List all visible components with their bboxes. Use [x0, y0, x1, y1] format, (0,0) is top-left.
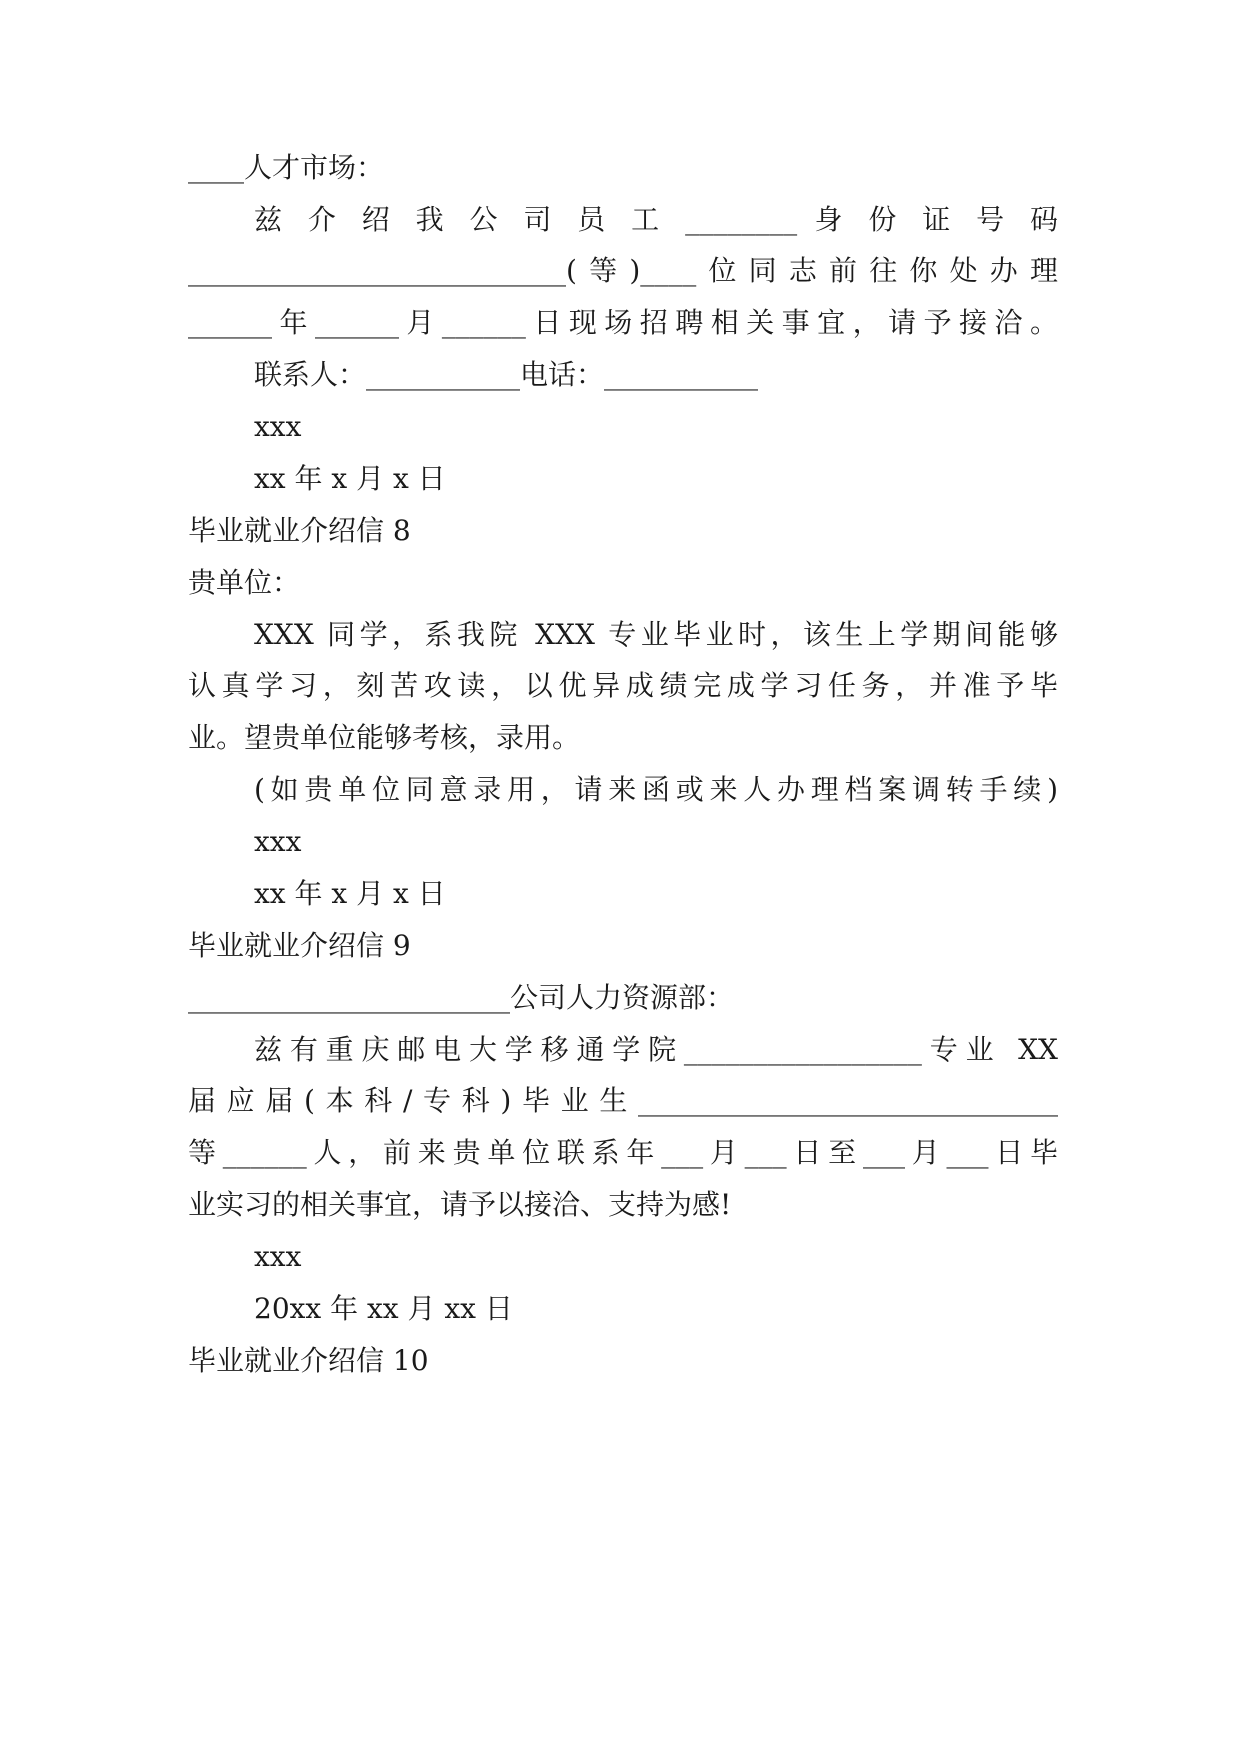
- letter8-date: xx 年 x 月 x 日: [254, 877, 446, 910]
- letter9-body-line-3: 等______人，前来贵单位联系年___月___日至___月___日毕: [188, 1136, 1058, 1169]
- letter8-heading: 毕业就业介绍信 8: [188, 514, 411, 547]
- letter9-heading: 毕业就业介绍信 9: [188, 929, 411, 962]
- letter7-body-line-3: ______年______月______日现场招聘相关事宜，请予接洽。: [188, 306, 1058, 339]
- letter8-salutation: 贵单位：: [188, 566, 301, 599]
- letter9-signature: xxx: [254, 1240, 302, 1273]
- letter7-body-line-1: 兹 介 绍 我 公 司 员 工 ________ 身 份 证 号 码: [254, 203, 1058, 236]
- letter8-body-line-3: 业。望贵单位能够考核，录用。: [188, 721, 581, 754]
- letter8-signature: xxx: [254, 825, 302, 858]
- letter7-date: xx 年 x 月 x 日: [254, 462, 446, 495]
- letter9-body-line-4: 业实习的相关事宜，请予以接洽、支持为感!: [188, 1188, 732, 1221]
- letter8-note: (如贵单位同意录用，请来函或来人办理档案调转手续): [254, 773, 1058, 806]
- letter7-body-line-2: ___________________________(等)____位同志前往你处办理: [188, 254, 1058, 287]
- letter8-body-line-1: XXX 同学，系我院 XXX 专业毕业时，该生上学期间能够: [254, 618, 1058, 651]
- letter7-contact-line: 联系人：___________电话：___________: [254, 358, 759, 391]
- letter9-body-line-2: 届应届(本科/专科)毕业生______________________________: [188, 1084, 1058, 1117]
- letter7-signature: xxx: [254, 410, 302, 443]
- letter10-heading: 毕业就业介绍信 10: [188, 1344, 429, 1377]
- letter9-body-line-1: 兹有重庆邮电大学移通学院_________________专业 XX: [254, 1033, 1058, 1066]
- letter9-salutation: _______________________公司人力资源部：: [188, 981, 735, 1014]
- letter9-date: 20xx 年 xx 月 xx 日: [254, 1292, 513, 1325]
- salutation-talent-market: ____人才市场：: [188, 151, 385, 184]
- letter8-body-line-2: 认真学习，刻苦攻读，以优异成绩完成学习任务，并准予毕: [188, 669, 1058, 702]
